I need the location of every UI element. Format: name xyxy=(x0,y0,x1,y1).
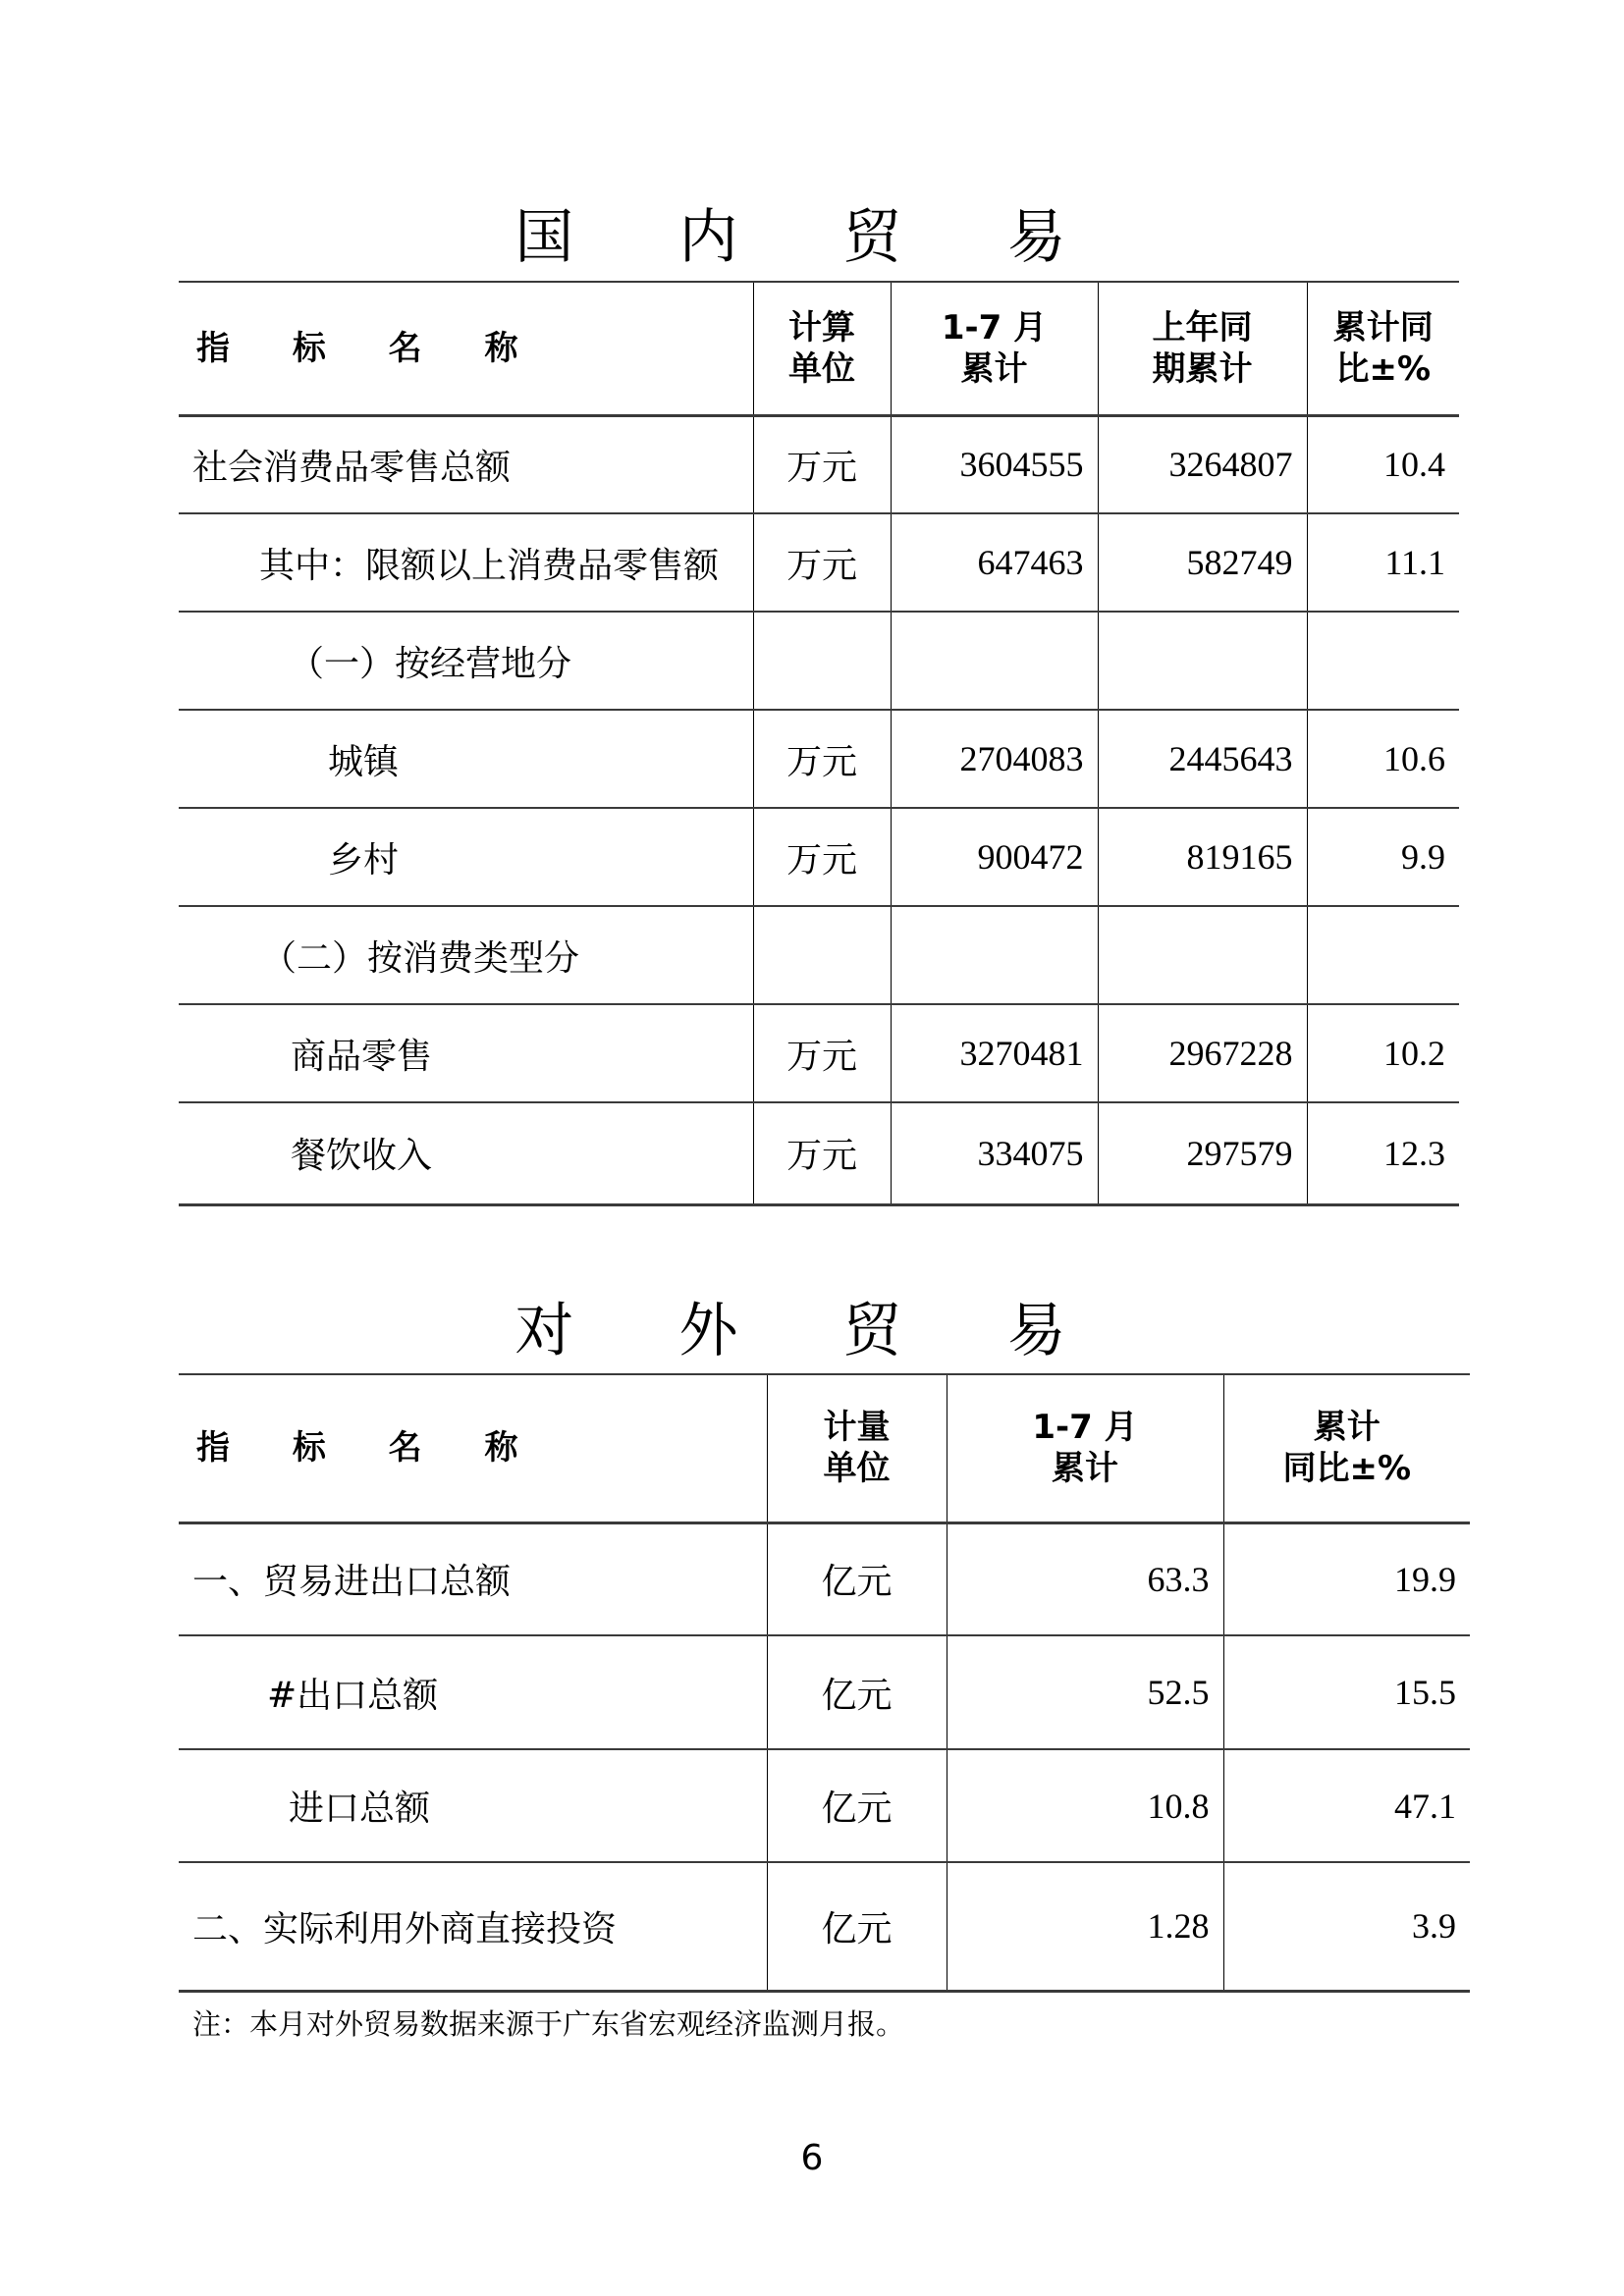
row-prev: 297579 xyxy=(1098,1102,1307,1204)
row-yoy: 10.6 xyxy=(1307,710,1459,808)
row-prev: 582749 xyxy=(1098,513,1307,612)
row-yoy xyxy=(1307,612,1459,710)
row-yoy: 12.3 xyxy=(1307,1102,1459,1204)
table-row xyxy=(179,1102,1459,1204)
row-current: 334075 xyxy=(891,1102,1098,1204)
row-current: 63.3 xyxy=(947,1522,1223,1635)
row-name: #出口总额 xyxy=(179,1635,767,1749)
header-current-cumulative: 1-7 月 累计 xyxy=(947,1374,1223,1522)
row-current xyxy=(891,612,1098,710)
domestic-trade-table xyxy=(179,281,1459,1206)
row-unit: 万元 xyxy=(753,513,891,612)
row-name: 商品零售 xyxy=(179,1004,753,1102)
row-current: 3604555 xyxy=(891,415,1098,513)
row-prev: 3264807 xyxy=(1098,415,1307,513)
row-prev xyxy=(1098,906,1307,1004)
table-row xyxy=(179,1749,1470,1862)
row-unit: 亿元 xyxy=(767,1862,947,1991)
table-row xyxy=(179,906,1459,1004)
row-unit: 万元 xyxy=(753,1102,891,1204)
table-row xyxy=(179,710,1459,808)
row-name: 餐饮收入 xyxy=(179,1102,753,1204)
table-row xyxy=(179,1862,1470,1991)
row-current: 900472 xyxy=(891,808,1098,906)
table-row xyxy=(179,415,1459,513)
header-yoy-percent: 累计同 比±% xyxy=(1307,282,1459,415)
row-name: （一）按经营地分 xyxy=(179,612,753,710)
row-yoy xyxy=(1307,906,1459,1004)
table-row xyxy=(179,1004,1459,1102)
row-yoy: 47.1 xyxy=(1223,1749,1470,1862)
row-current: 3270481 xyxy=(891,1004,1098,1102)
row-unit xyxy=(753,906,891,1004)
table-row xyxy=(179,612,1459,710)
row-name: （二）按消费类型分 xyxy=(179,906,753,1004)
row-unit: 亿元 xyxy=(767,1522,947,1635)
row-current: 10.8 xyxy=(947,1749,1223,1862)
row-unit: 万元 xyxy=(753,808,891,906)
foreign-trade-table xyxy=(179,1373,1470,1993)
header-indicator-name: 指 标 名 称 xyxy=(179,282,753,415)
page-number: 6 xyxy=(800,2138,824,2178)
row-prev: 2967228 xyxy=(1098,1004,1307,1102)
row-name: 其中：限额以上消费品零售额 xyxy=(179,513,753,612)
table-row xyxy=(179,513,1459,612)
row-unit: 万元 xyxy=(753,415,891,513)
row-yoy: 10.4 xyxy=(1307,415,1459,513)
row-yoy: 10.2 xyxy=(1307,1004,1459,1102)
table-row xyxy=(179,808,1459,906)
header-prev-year-cumulative: 上年同 期累计 xyxy=(1098,282,1307,415)
row-name: 进口总额 xyxy=(179,1749,767,1862)
row-current: 52.5 xyxy=(947,1635,1223,1749)
row-name: 城镇 xyxy=(179,710,753,808)
foreign-trade-title: 对 外 贸 易 xyxy=(514,1297,1110,1365)
data-source-note: 注：本月对外贸易数据来源于广东省宏观经济监测月报。 xyxy=(192,2007,905,2041)
row-current: 2704083 xyxy=(891,710,1098,808)
table-header-row xyxy=(179,282,1459,415)
row-current: 647463 xyxy=(891,513,1098,612)
row-name: 乡村 xyxy=(179,808,753,906)
row-unit: 万元 xyxy=(753,710,891,808)
row-name: 社会消费品零售总额 xyxy=(179,415,753,513)
row-prev: 819165 xyxy=(1098,808,1307,906)
row-current: 1.28 xyxy=(947,1862,1223,1991)
row-unit: 亿元 xyxy=(767,1749,947,1862)
row-unit xyxy=(753,612,891,710)
row-prev xyxy=(1098,612,1307,710)
row-yoy: 11.1 xyxy=(1307,513,1459,612)
row-yoy: 3.9 xyxy=(1223,1862,1470,1991)
row-yoy: 15.5 xyxy=(1223,1635,1470,1749)
header-unit: 计算 单位 xyxy=(753,282,891,415)
header-yoy-percent: 累计 同比±% xyxy=(1223,1374,1470,1522)
table-row xyxy=(179,1522,1470,1635)
row-current xyxy=(891,906,1098,1004)
header-current-cumulative: 1-7 月 累计 xyxy=(891,282,1098,415)
row-unit: 亿元 xyxy=(767,1635,947,1749)
row-yoy: 9.9 xyxy=(1307,808,1459,906)
header-unit: 计量 单位 xyxy=(767,1374,947,1522)
domestic-trade-title: 国 内 贸 易 xyxy=(514,203,1110,272)
row-prev: 2445643 xyxy=(1098,710,1307,808)
table-header-row xyxy=(179,1374,1470,1522)
row-name: 二、实际利用外商直接投资 xyxy=(179,1862,767,1991)
row-name: 一、贸易进出口总额 xyxy=(179,1522,767,1635)
header-indicator-name: 指 标 名 称 xyxy=(179,1374,767,1522)
table-row xyxy=(179,1635,1470,1749)
row-unit: 万元 xyxy=(753,1004,891,1102)
row-yoy: 19.9 xyxy=(1223,1522,1470,1635)
